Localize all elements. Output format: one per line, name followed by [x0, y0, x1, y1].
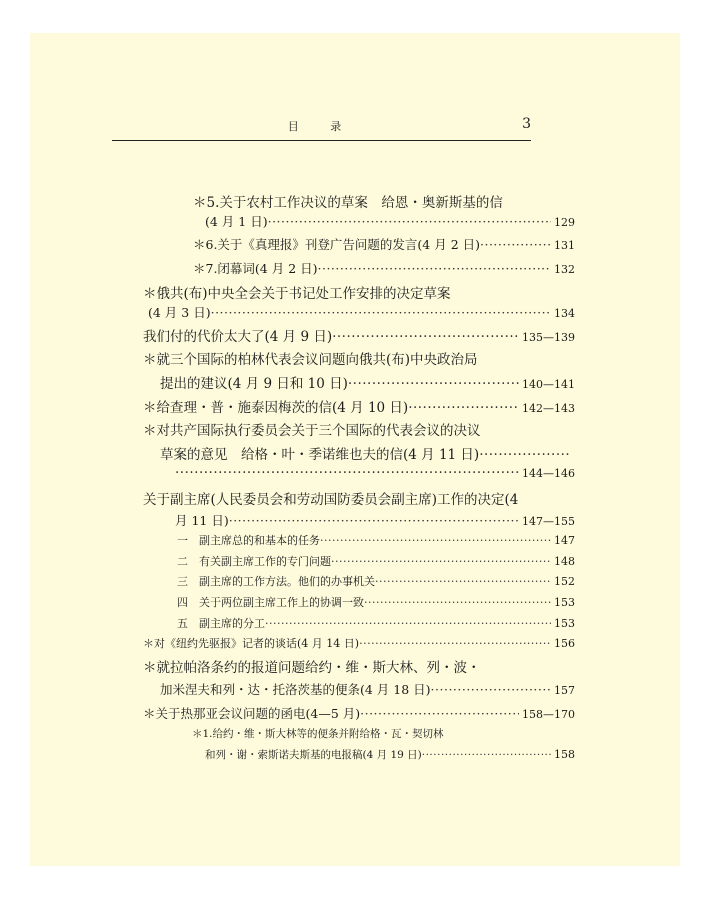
toc-entry: [160, 443, 570, 463]
toc-entry: [143, 282, 451, 302]
toc-entry-title: 关于副主席(人民委员会和劳动国防委员会副主席)工作的决定(4: [143, 492, 519, 508]
toc-page-number: 153: [554, 617, 575, 630]
toc-entry: [175, 511, 575, 529]
toc-entry-title: ＊6.关于《真理报》刊登广告问题的发言(4 月 2 日): [193, 237, 481, 252]
toc-entry-title: 提出的建议(4 月 9 日和 10 日): [160, 376, 348, 392]
toc-entry: [177, 553, 575, 569]
toc-entry: [177, 532, 575, 548]
toc-page-number: 157: [554, 684, 575, 697]
toc-entry-title: ＊关于热那亚会议问题的函电(4—5 月): [143, 706, 361, 721]
toc-page-number: 152: [554, 575, 575, 588]
running-title: 目 录: [287, 120, 356, 133]
toc-entry-title: ＊就拉帕洛条约的报道问题给约・维・斯大林、列・波・: [143, 660, 481, 676]
toc-entry: [205, 212, 575, 230]
toc-entry: [148, 303, 575, 321]
toc-page-number: 132: [554, 263, 575, 276]
toc-entry-title: 加米涅夫和列・达・托洛茨基的便条(4 月 18 日): [160, 682, 431, 697]
toc-page-number: 158—170: [522, 708, 575, 721]
toc-entry-title: ＊就三个国际的柏林代表会议问题向俄共(布)中央政治局: [143, 352, 478, 368]
toc-page-number: 158: [554, 748, 575, 761]
toc-entry: [143, 635, 575, 651]
toc-page-number: 135—139: [522, 331, 575, 344]
toc-entry-title: 五 副主席的分工: [177, 617, 265, 630]
toc-entry: [143, 419, 481, 439]
toc-entry-title: 三 副主席的工作方法。他们的办事机关: [177, 575, 375, 588]
toc-entry-title: 月 11 日): [175, 513, 229, 528]
toc-entry-title: ＊对共产国际执行委员会关于三个国际的代表会议的决议: [143, 423, 481, 439]
toc-page-number: 147—155: [522, 515, 575, 528]
toc-page-number: 147: [554, 534, 575, 547]
page-number: 3: [522, 116, 531, 132]
toc-page-number: 156: [554, 637, 575, 650]
toc-entry: [160, 372, 575, 392]
toc-entry-title: 我们付的代价太大了(4 月 9 日): [143, 329, 333, 345]
toc-entry-title: ＊5.关于农村工作决议的草案 给恩・奥新斯基的信: [193, 195, 503, 211]
toc-entry-title: ＊1.给约・维・斯大林等的便条并附给格・瓦・契切林: [192, 728, 444, 740]
toc-entry-title: ＊给查理・普・施泰因梅茨的信(4 月 10 日): [143, 400, 409, 416]
toc-entry: [205, 747, 575, 762]
toc-entry: [192, 726, 444, 741]
toc-entry-title: ＊7.闭幕词(4 月 2 日): [193, 261, 318, 276]
toc-entry: [175, 465, 575, 481]
toc-entry: [193, 235, 575, 253]
toc-entry: [193, 191, 503, 211]
toc-entry-title: 和列・谢・索斯诺夫斯基的电报稿(4 月 19 日): [205, 749, 422, 761]
toc-page-number: 131: [554, 239, 575, 252]
toc-entry-title: 草案的意见 给格・叶・季诺维也夫的信(4 月 11 日): [160, 447, 480, 463]
toc-entry: [193, 259, 575, 277]
toc-entry: [160, 680, 575, 698]
toc-entry-title: 四 关于两位副主席工作上的协调一致: [177, 596, 364, 609]
toc-page-number: 134: [554, 307, 575, 320]
toc-entry: [143, 396, 575, 416]
toc-page-number: 140—141: [522, 378, 575, 391]
toc-entry-title: ＊俄共(布)中央全会关于书记处工作安排的决定草案: [143, 286, 451, 302]
toc-entry: [143, 325, 575, 345]
toc-entry: [143, 704, 575, 722]
toc-entry: [177, 615, 575, 631]
toc-page-number: 144—146: [522, 467, 575, 480]
toc-page-number: 129: [554, 216, 575, 229]
toc-page-number: 142—143: [522, 402, 575, 415]
toc-entry-title: ＊对《纽约先驱报》记者的谈话(4 月 14 日): [143, 637, 360, 650]
toc-entry: [143, 488, 518, 508]
toc-page-number: 148: [554, 555, 575, 568]
toc-entry: [177, 594, 575, 610]
toc-entry-title: 一 副主席总的和基本的任务: [177, 534, 320, 547]
toc-entry-title: (4 月 3 日): [148, 305, 211, 320]
toc-entry: [177, 573, 575, 589]
toc-entry-title: (4 月 1 日): [205, 214, 268, 229]
toc-entry-title: 二 有关副主席工作的专门问题: [177, 555, 331, 568]
toc-entry: [143, 348, 478, 368]
toc-entry: [143, 656, 481, 676]
toc-page-number: 153: [554, 596, 575, 609]
